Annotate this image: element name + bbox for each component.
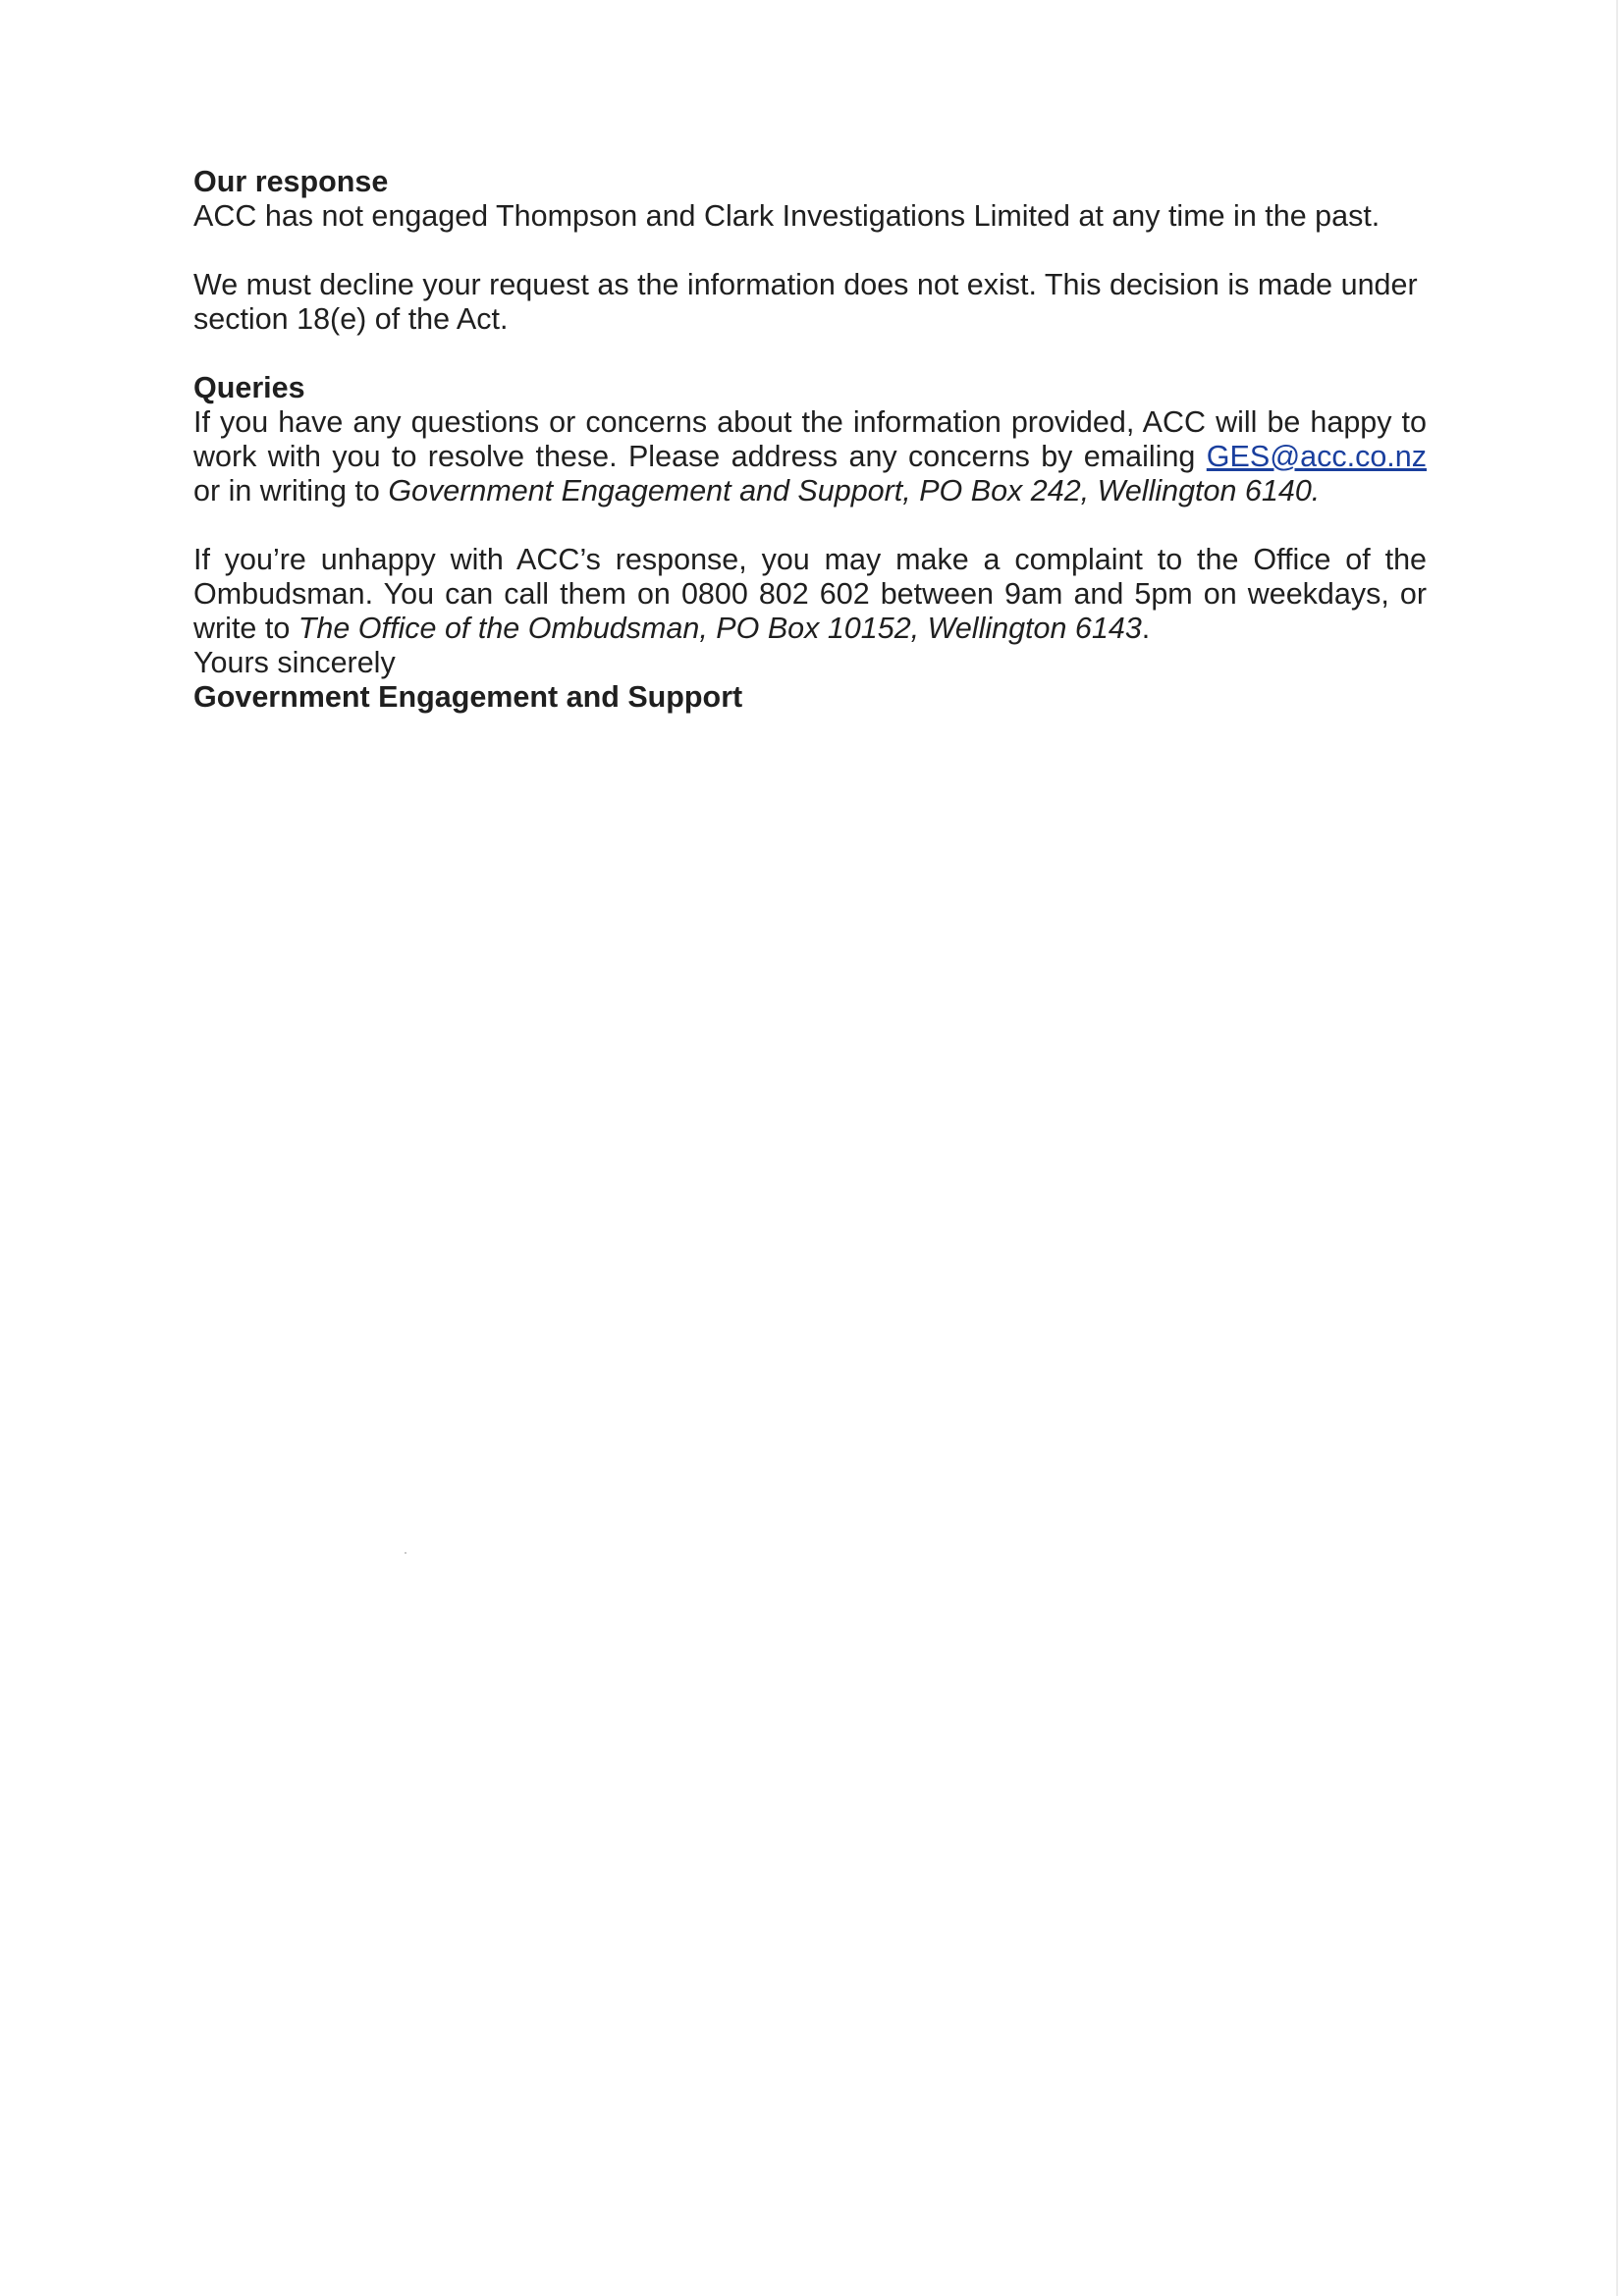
queries-paragraph-2-end: . [1141, 612, 1151, 645]
email-link[interactable]: GES@acc.co.nz [1206, 440, 1427, 473]
scan-edge-line [1616, 0, 1618, 2296]
queries-paragraph-2-text: If you’re unhappy with ACC’s response, you may make a complaint to the Office of the Ombudsman. You can call them on 0800 802 602 between 9am and 5pm on weekdays, or write to [193, 543, 1427, 645]
postal-address-ombudsman: The Office of the Ombudsman, PO Box 10152, Wellington 6143 [298, 612, 1142, 645]
queries-paragraph-1-text: If you have any questions or concerns about the information provided, ACC will be happy to work with you to resolve these. Please address any concerns by emailing [193, 405, 1427, 473]
response-paragraph-2: We must decline your request as the information does not exist. This decision is made under section 18(e) of the Act. [193, 268, 1418, 336]
postal-address-ges: Government Engagement and Support, PO Box 242, Wellington 6140. [388, 474, 1321, 507]
response-heading: Our response [193, 165, 389, 198]
letter-body [193, 165, 1427, 715]
queries-heading: Queries [193, 371, 305, 404]
queries-paragraph-1 [193, 405, 1427, 508]
signature-block: Government Engagement and Support [193, 680, 743, 714]
response-paragraph-1: ACC has not engaged Thompson and Clark Investigations Limited at any time in the past. [193, 199, 1380, 233]
queries-paragraph-2 [193, 543, 1427, 646]
queries-paragraph-1-middle: or in writing to [193, 474, 389, 507]
scan-speck [405, 1552, 406, 1554]
closing-salutation: Yours sincerely [193, 646, 396, 679]
